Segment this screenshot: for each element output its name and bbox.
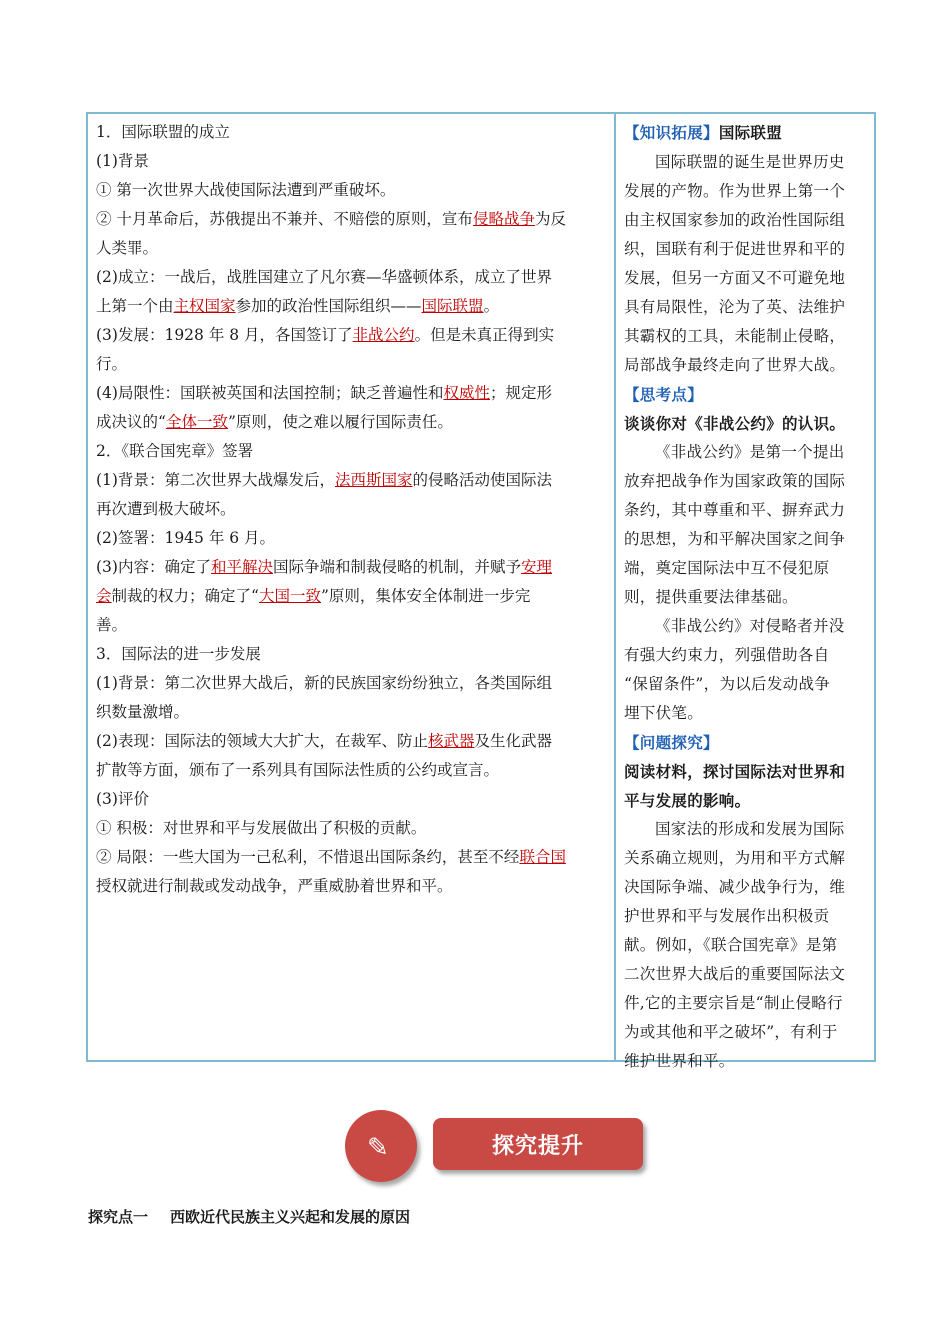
s3-negative-cont: 授权就进行制裁或发动战争，严重威胁着世界和平。 bbox=[96, 877, 453, 895]
iq-line: 为或其他和平之破坏”，有利于 bbox=[624, 1023, 838, 1041]
keyword-fascist-states: 法西斯国家 bbox=[334, 471, 413, 489]
thinking-question: 谈谈你对《非战公约》的认识。 bbox=[624, 414, 846, 433]
kx-line: 局部战争最终走向了世界大战。 bbox=[624, 356, 846, 374]
s2-background-cont: 再次遭到极大破坏。 bbox=[96, 500, 236, 518]
keyword-sovereign-state: 主权国家 bbox=[173, 297, 236, 315]
inquiry-heading: 【问题探究】 bbox=[624, 733, 719, 752]
keyword-nuclear-weapons: 核武器 bbox=[427, 732, 475, 750]
pencil-icon: ✎ bbox=[367, 1133, 389, 1163]
keyword-authority: 权威性 bbox=[443, 384, 490, 402]
iq-line: 维护世界和平。 bbox=[624, 1052, 735, 1070]
iq-line: 献。例如，《联合国宪章》是第 bbox=[624, 936, 838, 954]
keyword-united-nations: 联合国 bbox=[519, 848, 566, 866]
section1-title: 1．国际联盟的成立 bbox=[96, 123, 230, 141]
s1-background-2-cont: 人类罪。 bbox=[96, 239, 159, 257]
s3-background-cont: 织数量激增。 bbox=[96, 703, 190, 721]
inquiry-point-label: 探究点一 bbox=[88, 1208, 149, 1226]
iq-line: 件,它的主要宗旨是“制止侵略行 bbox=[624, 994, 843, 1012]
s3-background: (1)背景：第二次世界大战后，新的民族国家纷纷独立，各类国际组 bbox=[96, 674, 552, 692]
iq-line: 护世界和平与发展作出积极贡 bbox=[624, 907, 830, 925]
inquiry-point-heading bbox=[88, 1206, 410, 1227]
tp2-line: 埋下伏笔。 bbox=[624, 704, 704, 722]
s1-background-heading: (1)背景 bbox=[96, 152, 149, 170]
left-column bbox=[88, 114, 616, 1060]
keyword-league-of-nations: 国际联盟 bbox=[421, 297, 484, 315]
s1-limitation: (4)局限性：国联被英国和法国控制；缺乏普遍性和权威性；规定形 bbox=[96, 384, 552, 402]
tp2-line: “保留条件”，为以后发动战争 bbox=[624, 675, 831, 693]
tp-line: 放弃把战争作为国家政策的国际 bbox=[624, 472, 846, 490]
tp-line: 则，提供重要法律基础。 bbox=[624, 588, 798, 606]
section-banner bbox=[345, 1110, 655, 1190]
keyword-peaceful-settlement: 和平解决 bbox=[210, 558, 273, 576]
banner-title: 探究提升 bbox=[433, 1118, 643, 1170]
kx-line: 其霸权的工具，未能制止侵略， bbox=[624, 327, 846, 345]
kx-line: 发展的产物。作为世界上第一个 bbox=[624, 182, 846, 200]
inquiry-point-title: 西欧近代民族主义兴起和发展的原因 bbox=[170, 1208, 411, 1226]
section2-title: 2．《联合国宪章》签署 bbox=[96, 442, 254, 460]
section3-title: 3．国际法的进一步发展 bbox=[96, 645, 261, 663]
s1-established-cont: 上第一个由主权国家参加的政治性国际组织——国际联盟。 bbox=[96, 297, 500, 315]
tp2-line: 《非战公约》对侵略者并没 bbox=[655, 617, 845, 635]
s1-development-cont: 行。 bbox=[96, 355, 128, 373]
iq-line: 二次世界大战后的重要国际法文 bbox=[624, 965, 846, 983]
s2-content: (3)内容：确定了和平解决国际争端和制裁侵略的机制，并赋予安理 bbox=[96, 558, 553, 576]
s1-background-2: ② 十月革命后，苏俄提出不兼并、不赔偿的原则，宣布侵略战争为反 bbox=[96, 210, 566, 228]
kx-line: 织，国联有利于促进世界和平的 bbox=[624, 240, 846, 258]
iq-line: 国家法的形成和发展为国际 bbox=[655, 820, 845, 838]
s1-limitation-cont: 成决议的“全体一致”原则，使之难以履行国际责任。 bbox=[96, 413, 453, 431]
banner-circle bbox=[345, 1110, 417, 1182]
s1-background-1: ① 第一次世界大战使国际法遭到严重破坏。 bbox=[96, 181, 396, 199]
kx-line: 具有局限性，沦为了英、法维护 bbox=[624, 298, 846, 316]
tp-line: 端，奠定国际法中互不侵犯原 bbox=[624, 559, 830, 577]
knowledge-extension-heading: 【知识拓展】国际联盟 bbox=[624, 123, 783, 142]
iq-line: 决国际争端、减少战争行为，维 bbox=[624, 878, 846, 896]
kx-line: 由主权国家参加的政治性国际组 bbox=[624, 211, 846, 229]
tp-line: 条约，其中尊重和平、摒弃武力 bbox=[624, 501, 846, 519]
s2-content-cont: 会制裁的权力；确定了“大国一致”原则，集体安全体制进一步完 bbox=[96, 587, 531, 605]
kx-line: 发展，但另一方面又不可避免地 bbox=[624, 269, 846, 287]
tp-line: 《非战公约》是第一个提出 bbox=[655, 443, 845, 461]
s1-established: (2)成立：一战后，战胜国建立了凡尔赛—华盛顿体系，成立了世界 bbox=[96, 268, 552, 286]
s3-evaluation: (3)评价 bbox=[96, 790, 149, 808]
keyword-great-power-unanimity: 大国一致 bbox=[258, 587, 321, 605]
s2-background: (1)背景：第二次世界大战爆发后，法西斯国家的侵略活动使国际法 bbox=[96, 471, 552, 489]
s3-expression-cont: 扩散等方面，颁布了一系列具有国际法性质的公约或宣言。 bbox=[96, 761, 500, 779]
inquiry-question: 阅读材料，探讨国际法对世界和 bbox=[624, 762, 846, 781]
s2-signing: (2)签署：1945 年 6 月。 bbox=[96, 529, 276, 547]
tp-line: 的思想，为和平解决国家之间争 bbox=[624, 530, 846, 548]
content-table bbox=[86, 112, 876, 1070]
keyword-security-council: 安理 bbox=[521, 558, 553, 576]
inquiry-question: 平与发展的影响。 bbox=[624, 791, 751, 810]
keyword-aggression-war: 侵略战争 bbox=[472, 210, 535, 228]
s3-positive: ① 积极：对世界和平与发展做出了积极的贡献。 bbox=[96, 819, 427, 837]
kx-line: 国际联盟的诞生是世界历史 bbox=[655, 153, 845, 171]
tp2-line: 有强大约束力，列强借助各自 bbox=[624, 646, 830, 664]
s3-negative: ② 局限：一些大国为一己私利，不惜退出国际条约，甚至不经联合国 bbox=[96, 848, 566, 866]
thinking-point-heading: 【思考点】 bbox=[624, 385, 704, 404]
keyword-kellogg-pact: 非战公约 bbox=[352, 326, 415, 344]
s2-content-end: 善。 bbox=[96, 616, 128, 634]
s1-development: (3)发展：1928 年 8 月，各国签订了非战公约。但是未真正得到实 bbox=[96, 326, 555, 344]
right-column bbox=[616, 114, 874, 1070]
keyword-unanimity: 全体一致 bbox=[165, 413, 228, 431]
s3-expression: (2)表现：国际法的领域大大扩大，在裁军、防止核武器及生化武器 bbox=[96, 732, 552, 750]
iq-line: 关系确立规则，为用和平方式解 bbox=[624, 849, 846, 867]
